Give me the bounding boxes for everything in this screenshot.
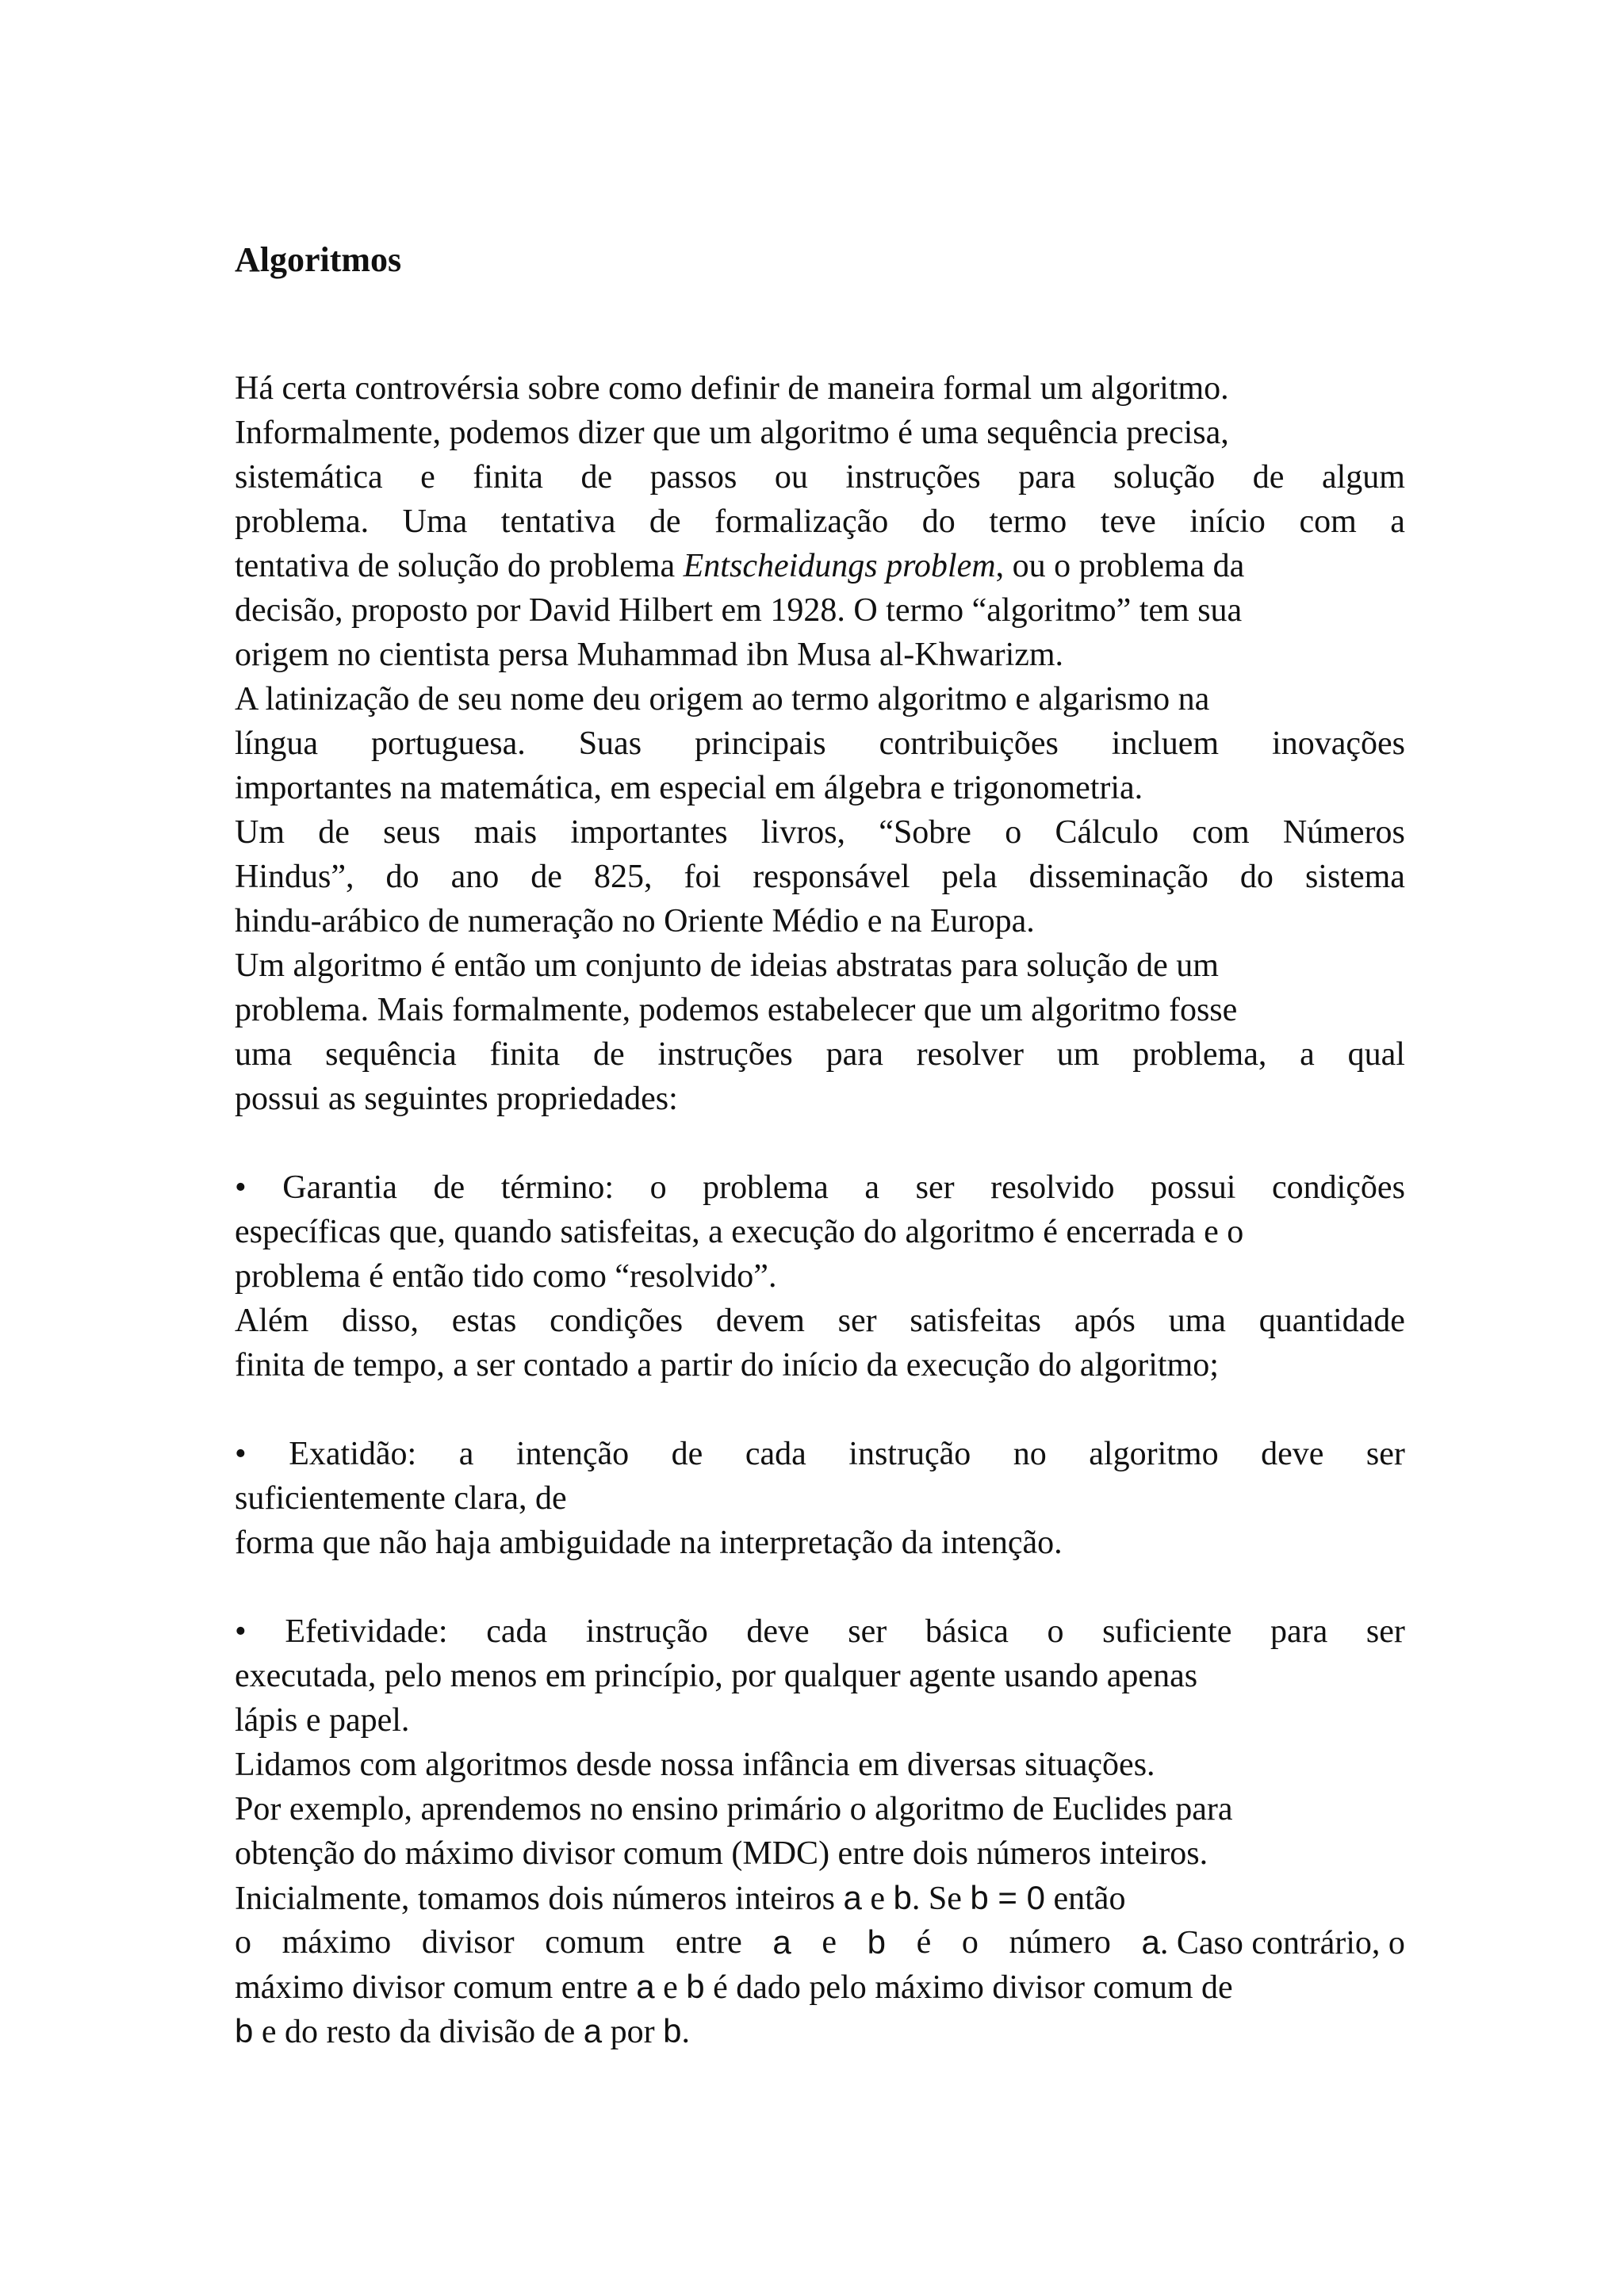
- word: livros,: [760, 814, 846, 851]
- word: ser: [1365, 1613, 1405, 1650]
- word: Garantia: [282, 1169, 397, 1206]
- text-line: [235, 1299, 1405, 1343]
- paragraph-intro: [235, 366, 1405, 677]
- word: ser: [1365, 1436, 1405, 1472]
- word: divisor: [421, 1924, 515, 1961]
- word: Além: [235, 1303, 309, 1339]
- emphasis-term: Entscheidungs problem: [683, 548, 996, 584]
- variable-b: b: [867, 1923, 887, 1961]
- word: com: [1299, 503, 1357, 540]
- word: de: [671, 1436, 703, 1472]
- text-span: tentativa de solução do problema: [235, 548, 684, 584]
- word: foi: [684, 859, 722, 895]
- word: instruções: [657, 1036, 793, 1073]
- document-title: Algoritmos: [235, 240, 402, 279]
- word: problema: [703, 1169, 829, 1206]
- word: após: [1074, 1303, 1136, 1339]
- paragraph-latinization: [235, 677, 1405, 810]
- text-span: . Se: [911, 1881, 971, 1917]
- word: problema,: [1132, 1036, 1267, 1073]
- word: básica: [925, 1613, 1009, 1650]
- text-line: [235, 499, 1405, 544]
- text-span: . Caso contrário, o: [1159, 1925, 1405, 1961]
- word: resolver: [916, 1036, 1024, 1073]
- text-line: finita de tempo, a ser contado a partir do início da execução do algoritmo;: [235, 1347, 1219, 1383]
- variable-a: a: [1141, 1923, 1160, 1961]
- word: instrução: [848, 1436, 971, 1472]
- word: início: [1189, 503, 1266, 540]
- word: de: [318, 814, 350, 851]
- word: formalização: [714, 503, 889, 540]
- word: condições: [550, 1303, 684, 1339]
- word: intenção: [515, 1436, 630, 1472]
- word: a: [1300, 1036, 1315, 1073]
- word: um: [1056, 1036, 1100, 1073]
- word: 825,: [594, 859, 653, 895]
- word: condições: [1271, 1169, 1405, 1206]
- word: sistemática: [235, 459, 383, 496]
- word: do: [385, 859, 419, 895]
- word: Uma: [402, 503, 468, 540]
- text-span: e: [861, 1881, 894, 1917]
- word: deve: [1261, 1436, 1324, 1472]
- word: estas: [451, 1303, 517, 1339]
- text-line: [235, 1876, 1405, 1920]
- word: mais: [473, 814, 538, 851]
- paragraph-gap: [235, 1565, 1405, 1609]
- word: sistema: [1304, 859, 1405, 895]
- word: para: [1018, 459, 1076, 496]
- word: Um: [235, 814, 285, 851]
- word: •: [235, 1169, 247, 1206]
- text-line: A latinização de seu nome deu origem ao termo algoritmo e algarismo na: [235, 681, 1210, 718]
- word: para: [1270, 1613, 1328, 1650]
- word: do: [921, 503, 956, 540]
- word: Hindus”,: [235, 859, 354, 895]
- word: Cálculo: [1055, 814, 1159, 851]
- word: •: [235, 1613, 247, 1650]
- text-line: Um algoritmo é então um conjunto de ideias abstratas para solução de um: [235, 947, 1219, 984]
- word: qual: [1347, 1036, 1405, 1073]
- bullet-exactness: [235, 1432, 1405, 1565]
- text-span: então: [1045, 1881, 1126, 1917]
- word: entre: [675, 1924, 742, 1961]
- variable-a: a: [583, 2012, 603, 2049]
- word: teve: [1100, 503, 1156, 540]
- word: possui: [1151, 1169, 1236, 1206]
- paragraph-books: [235, 810, 1405, 943]
- word: principais: [695, 725, 826, 762]
- text-line: Por exemplo, aprendemos no ensino primário o algoritmo de Euclides para: [235, 1791, 1233, 1827]
- word: portuguesa.: [370, 725, 526, 762]
- text-span: , ou o problema da: [995, 548, 1245, 584]
- text-line: executada, pelo menos em princípio, por qualquer agente usando apenas: [235, 1658, 1198, 1694]
- document-body: [235, 366, 1405, 2053]
- word: o: [235, 1924, 251, 1961]
- text-line: [235, 1920, 1405, 1965]
- word: tentativa: [500, 503, 616, 540]
- text-span: e do resto da divisão de: [253, 2014, 584, 2050]
- text-span: e: [822, 1924, 837, 1961]
- word: disso,: [342, 1303, 419, 1339]
- word: a: [458, 1436, 474, 1472]
- word: ser: [837, 1303, 877, 1339]
- variable-a: a: [772, 1923, 791, 1961]
- word: máximo: [282, 1924, 392, 1961]
- word: ser: [848, 1613, 887, 1650]
- text-line: hindu-arábico de numeração no Oriente Médio e na Europa.: [235, 903, 1035, 939]
- word: ou: [774, 459, 808, 496]
- word: pela: [941, 859, 998, 895]
- text-line: [235, 544, 1405, 588]
- text-line: [235, 2009, 1405, 2053]
- word: comum: [545, 1924, 645, 1961]
- bullet-effectiveness: [235, 1609, 1405, 1743]
- text-line: [235, 810, 1405, 855]
- word: suficiente: [1102, 1613, 1232, 1650]
- word: a: [1390, 503, 1405, 540]
- word: o: [649, 1169, 667, 1206]
- word: o: [1005, 814, 1022, 851]
- word: contribuições: [879, 725, 1059, 762]
- bullet-termination: [235, 1165, 1405, 1387]
- word: devem: [715, 1303, 805, 1339]
- paragraph-euclid: [235, 1743, 1405, 2053]
- paragraph-gap: [235, 1387, 1405, 1432]
- text-span: por: [602, 2014, 664, 2050]
- word: de: [530, 859, 562, 895]
- word: a: [864, 1169, 880, 1206]
- word: cada: [745, 1436, 806, 1472]
- text-line: importantes na matemática, em especial em álgebra e trigonometria.: [235, 770, 1143, 806]
- paragraph-definition: [235, 943, 1405, 1121]
- text-span: e: [654, 1969, 687, 2006]
- text-line: forma que não haja ambiguidade na interpretação da intenção.: [235, 1525, 1063, 1561]
- word: inovações: [1272, 725, 1405, 762]
- text-span: Inicialmente, tomamos dois números inteiros: [235, 1881, 844, 1917]
- word: língua: [235, 725, 318, 762]
- text-line: [235, 721, 1405, 766]
- word: instruções: [845, 459, 981, 496]
- word: de: [433, 1169, 465, 1206]
- word: Exatidão:: [289, 1436, 417, 1472]
- word: algum: [1321, 459, 1405, 496]
- word: uma: [235, 1036, 293, 1073]
- word: ser: [915, 1169, 955, 1206]
- text-line: Lidamos com algoritmos desde nossa infância em diversas situações.: [235, 1747, 1155, 1783]
- variable-b: b: [663, 2012, 682, 2049]
- word: uma: [1168, 1303, 1226, 1339]
- word: sequência: [325, 1036, 457, 1073]
- text-span: [1141, 1920, 1404, 1965]
- text-line: [235, 1165, 1405, 1210]
- word: com: [1192, 814, 1250, 851]
- text-line: problema é então tido como “resolvido”.: [235, 1258, 777, 1295]
- word: instrução: [585, 1613, 708, 1650]
- word: solução: [1113, 459, 1216, 496]
- word: Números: [1282, 814, 1405, 851]
- word: quantidade: [1258, 1303, 1405, 1339]
- word: importantes: [570, 814, 728, 851]
- text-line: [235, 1432, 1405, 1476]
- word: seus: [383, 814, 441, 851]
- word: de: [649, 503, 681, 540]
- text-line: obtenção do máximo divisor comum (MDC) entre dois números inteiros.: [235, 1835, 1208, 1872]
- variable-a: a: [636, 1968, 655, 2005]
- word: Suas: [578, 725, 642, 762]
- word: o: [961, 1924, 979, 1961]
- word: número: [1009, 1924, 1111, 1961]
- text-line: específicas que, quando satisfeitas, a execução do algoritmo é encerrada e o: [235, 1214, 1244, 1250]
- text-span: é dado pelo máximo divisor comum de: [704, 1969, 1233, 2006]
- word: resolvido: [990, 1169, 1115, 1206]
- text-line: problema. Mais formalmente, podemos estabelecer que um algoritmo fosse: [235, 992, 1238, 1028]
- text-line: possui as seguintes propriedades:: [235, 1081, 678, 1117]
- text-line: Informalmente, podemos dizer que um algoritmo é uma sequência precisa,: [235, 415, 1229, 451]
- word: cada: [486, 1613, 548, 1650]
- word: de: [580, 459, 613, 496]
- word: “Sobre: [879, 814, 971, 851]
- word: no: [1013, 1436, 1047, 1472]
- variable-b: b: [893, 1879, 912, 1916]
- text-line: [235, 1609, 1405, 1654]
- variable-a: a: [843, 1879, 862, 1916]
- text-line: Há certa controvérsia sobre como definir de maneira formal um algoritmo.: [235, 370, 1229, 407]
- text-line: [235, 455, 1405, 499]
- text-line: suficientemente clara, de: [235, 1480, 567, 1517]
- word: deve: [746, 1613, 810, 1650]
- text-line: origem no cientista persa Muhammad ibn Musa al-Khwarizm.: [235, 637, 1064, 673]
- word: incluem: [1111, 725, 1220, 762]
- text-span: .: [681, 2014, 690, 2050]
- word: finita: [473, 459, 543, 496]
- word: é: [916, 1924, 932, 1961]
- word: disseminação: [1028, 859, 1208, 895]
- word: término:: [500, 1169, 615, 1206]
- text-line: decisão, proposto por David Hilbert em 1928. O termo “algoritmo” tem sua: [235, 592, 1243, 629]
- word: algoritmo: [1089, 1436, 1219, 1472]
- word: problema.: [235, 503, 370, 540]
- text-line: [235, 855, 1405, 899]
- paragraph-gap: [235, 1121, 1405, 1165]
- word: ano: [450, 859, 500, 895]
- word: passos: [649, 459, 737, 496]
- word: finita: [489, 1036, 561, 1073]
- text-span: máximo divisor comum entre: [235, 1969, 637, 2006]
- word: de: [1252, 459, 1285, 496]
- word: Efetividade:: [285, 1613, 448, 1650]
- word: responsável: [753, 859, 910, 895]
- word: e: [420, 459, 435, 496]
- word: de: [592, 1036, 625, 1073]
- variable-b: b: [686, 1968, 705, 2005]
- word: termo: [989, 503, 1067, 540]
- word: para: [825, 1036, 883, 1073]
- word: do: [1239, 859, 1274, 895]
- condition-expression: b = 0: [970, 1879, 1045, 1916]
- word: satisfeitas: [910, 1303, 1042, 1339]
- word: o: [1047, 1613, 1064, 1650]
- variable-b: b: [235, 2012, 254, 2049]
- text-line: [235, 1965, 1405, 2009]
- text-line: [235, 1032, 1405, 1077]
- text-line: lápis e papel.: [235, 1702, 410, 1739]
- word: •: [235, 1436, 247, 1472]
